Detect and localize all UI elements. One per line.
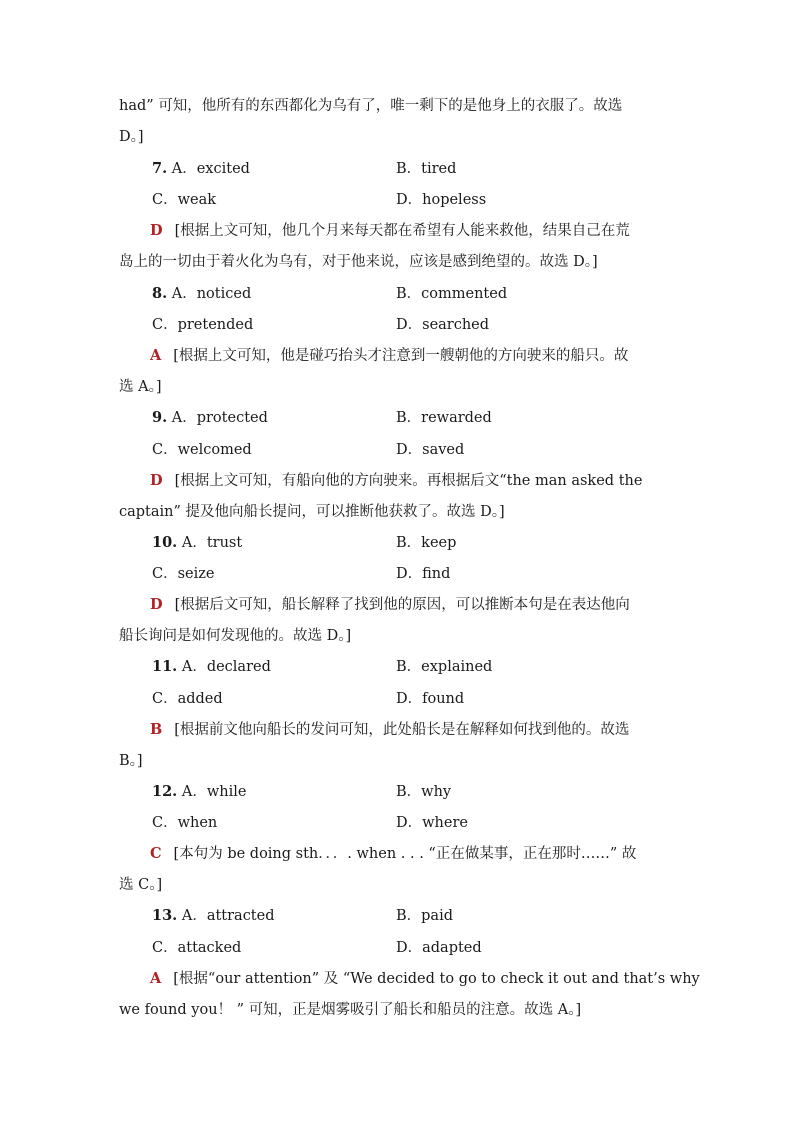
question-12-option-c: C．when bbox=[152, 815, 218, 831]
question-number: 8. bbox=[152, 285, 168, 302]
question-9-option-d: D．saved bbox=[396, 442, 465, 458]
answer-letter: D bbox=[150, 472, 163, 489]
question-12-explanation-cont: 选 C。] bbox=[119, 877, 163, 893]
answer-letter: D bbox=[150, 596, 163, 613]
question-10-answer: D [根据后文可知，船长解释了找到他的原因，可以推断本句是在表达他向 bbox=[150, 596, 630, 613]
question-7-option-d: D．hopeless bbox=[396, 192, 487, 208]
question-8-option-c: C．pretended bbox=[152, 317, 254, 333]
question-13-option-d: D．adapted bbox=[396, 940, 482, 956]
question-number: 11. bbox=[152, 658, 178, 675]
question-11-explanation-cont: B。] bbox=[119, 753, 143, 769]
question-12-option-d: D．where bbox=[396, 815, 468, 831]
question-7-answer: D [根据上文可知，他几个月来每天都在希望有人能来救他，结果自己在荒 bbox=[150, 222, 630, 239]
question-11-option-b: B．explained bbox=[396, 659, 493, 675]
question-13-option-c: C．attacked bbox=[152, 940, 242, 956]
question-8-explanation-cont: 选 A。] bbox=[119, 379, 162, 395]
question-12-option-b: B．why bbox=[396, 784, 452, 800]
question-13-answer: A [根据“our attention” 及 “We decided to go to check it out and that’s why bbox=[150, 970, 700, 987]
question-number: 10. bbox=[152, 534, 178, 551]
intro-line-1: had” 可知，他所有的东西都化为乌有了，唯一剩下的是他身上的衣服了。故选 bbox=[119, 98, 623, 114]
question-9-option-a: 9. A．protected bbox=[152, 409, 268, 426]
question-9-explanation-cont: captain” 提及他向船长提问，可以推断他获救了。故选 D。] bbox=[119, 504, 505, 520]
question-10-option-a: 10. A．trust bbox=[152, 534, 243, 551]
question-7-option-b: B．tired bbox=[396, 161, 457, 177]
question-number: 13. bbox=[152, 907, 178, 924]
answer-letter: A bbox=[150, 347, 162, 364]
question-10-option-b: B．keep bbox=[396, 535, 457, 551]
question-12-option-a: 12. A．while bbox=[152, 783, 247, 800]
question-number: 7. bbox=[152, 160, 168, 177]
question-11-option-a: 11. A．declared bbox=[152, 658, 271, 675]
question-12-answer: C [本句为 be doing sth．．．. when . . . “正在做某事，正在那时……” 故 bbox=[150, 845, 637, 862]
question-9-option-b: B．rewarded bbox=[396, 410, 492, 426]
question-number: 12. bbox=[152, 783, 178, 800]
question-13-option-a: 13. A．attracted bbox=[152, 907, 275, 924]
answer-letter: B bbox=[150, 721, 163, 738]
question-7-option-a: 7. A．excited bbox=[152, 160, 250, 177]
question-10-option-c: C．seize bbox=[152, 566, 215, 582]
intro-line-2: D。] bbox=[119, 129, 144, 145]
question-9-answer: D [根据上文可知，有船向他的方向驶来。再根据后文“the man asked the bbox=[150, 472, 643, 489]
question-8-option-d: D．searched bbox=[396, 317, 490, 333]
question-11-option-d: D．found bbox=[396, 691, 465, 707]
question-11-answer: B [根据前文他向船长的发问可知，此处船长是在解释如何找到他的。故选 bbox=[150, 721, 630, 738]
question-11-option-c: C．added bbox=[152, 691, 223, 707]
question-9-option-c: C．welcomed bbox=[152, 442, 252, 458]
answer-letter: D bbox=[150, 222, 163, 239]
question-8-answer: A [根据上文可知，他是碰巧抬头才注意到一艘朝他的方向驶来的船只。故 bbox=[150, 347, 629, 364]
question-number: 9. bbox=[152, 409, 168, 426]
question-8-option-a: 8. A．noticed bbox=[152, 285, 252, 302]
question-10-explanation-cont: 船长询问是如何发现他的。故选 D。] bbox=[119, 628, 352, 644]
question-13-option-b: B．paid bbox=[396, 908, 454, 924]
question-8-option-b: B．commented bbox=[396, 286, 508, 302]
answer-letter: C bbox=[150, 845, 162, 862]
question-7-option-c: C．weak bbox=[152, 192, 217, 208]
answer-letter: A bbox=[150, 970, 162, 987]
question-13-explanation-cont: we found you！ ” 可知，正是烟雾吸引了船长和船员的注意。故选 A。] bbox=[119, 1002, 582, 1018]
question-10-option-d: D．find bbox=[396, 566, 451, 582]
question-7-explanation-cont: 岛上的一切由于着火化为乌有，对于他来说，应该是感到绝望的。故选 D。] bbox=[119, 254, 598, 270]
